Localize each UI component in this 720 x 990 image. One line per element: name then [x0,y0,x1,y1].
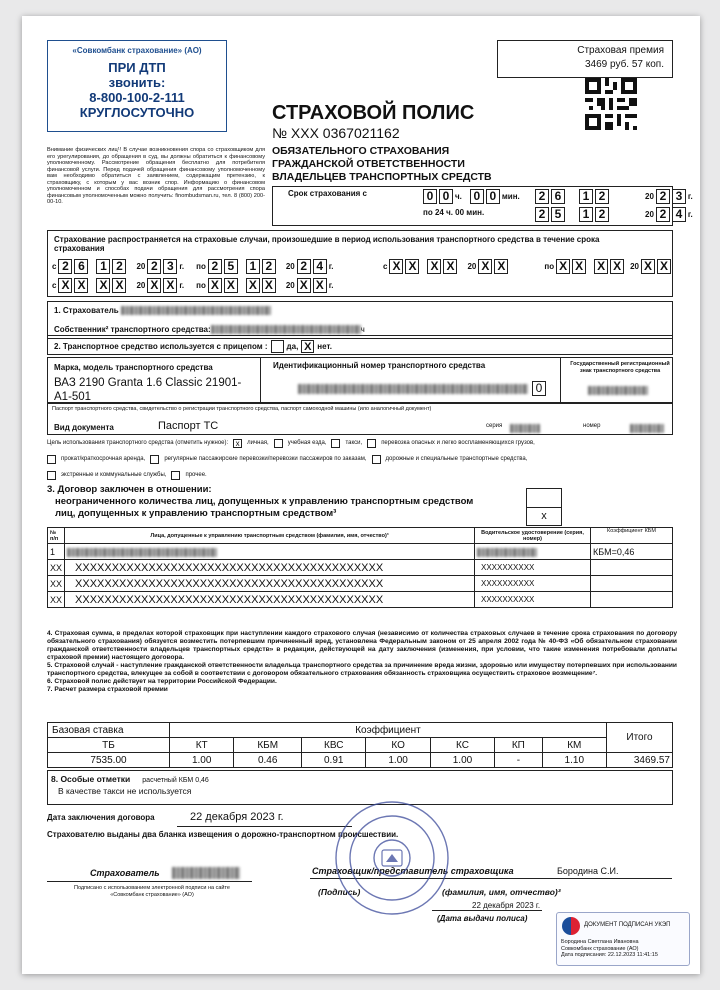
contract-date-label: Дата заключения договора [47,813,155,822]
table-row: XX XXXXXXXXXXXXXXXXXXXXXXXXXXXXXXXXXXXXXXXXXX XXXXXXXXXX [48,560,673,576]
esign-title: ДОКУМЕНТ ПОДПИСАН УКЭП [584,922,671,928]
e-sign-note: Подписано с использованием электронной подписи на сайте «Совкомбанк страхование» (АО) [74,885,230,898]
table-row: XX XXXXXXXXXXXXXXXXXXXXXXXXXXXXXXXXXXXXXXXXXX XXXXXXXXXX [48,592,673,608]
hotline-line2: звонить: [108,75,166,90]
insurer-rep-name: Бородина С.И. [557,866,619,876]
policy-subtitle-3: ВЛАДЕЛЬЦЕВ ТРАНСПОРТНЫХ СРЕДСТВ [272,171,492,183]
owner-row: Собственник² транспортного средства: ч [54,325,365,334]
vin-label: Идентификационный номер транспортного средства [273,361,486,370]
table-row: 1 КБМ=0,46 [48,544,673,560]
vin-value: 0 [298,380,546,398]
special-notes-label: 8. Особые отметки [51,774,131,784]
notice-text: Внимание физических лиц¹! В случае возникновения спора со страховщиком для его урегулирования, до обращения в суд, вы должны обратиться к финансовому уполномоченному. Рассмотрение обращения бесплатно для потребителя финансовой услуги. Перед подачей обращения финансовому уполномоченному вам необходимо обратиться с заявлением, содержащим претензию, к страховщику, с которым у вас возник спор. Информацию о финансовом уполномоченном и способах подачи обращения для рассмотрения спора финансовым уполномоченным можно получить: finombudsman.ru, тел. 8 (800) 200-00-10. [47,147,265,205]
qr-code [585,78,637,130]
special-notes-kbm: расчетный КБМ 0,46 [142,777,209,784]
vehicle-doc-type: Паспорт ТС [158,420,219,432]
term-end-date: 2 5 1 2 20 2 4 г. [535,207,693,222]
esign-logo-icon [562,917,580,935]
table-row: XX XXXXXXXXXXXXXXXXXXXXXXXXXXXXXXXXXXXXXXXXXX XXXXXXXXXX [48,576,673,592]
premium-value: 3469 руб. 57 коп. [584,59,664,70]
rate-base-label: Базовая ставка [48,723,170,738]
name-caption: (фамилия, имя, отчество)³ [442,887,561,897]
rate-values-row: 7535.00 1.00 0.46 0.91 1.00 1.00 - 1.10 3469.57 [48,753,673,768]
vehicle-doc-number-label: номер [583,423,601,429]
premium-label: Страховая премия [577,45,664,56]
vehicle-doc-caption: Паспорт транспортного средства, свидетельство о регистрации транспортного средства, паспорт самоходной машины (ило аналогичный документ) [52,406,432,412]
policy-subtitle-2: ГРАЖДАНСКОЙ ОТВЕТСТВЕННОСТИ [272,158,465,170]
rate-table: Базовая ставка Коэффициент Итого ТБ КТ КБМ КВС КО КС КП КМ 7535.00 1.00 0.46 0.91 1.00 1.00 - 1.10 3469.57 [47,722,673,768]
policy-sheet [22,16,700,974]
policy-subtitle-1: ОБЯЗАТЕЛЬНОГО СТРАХОВАНИЯ [272,145,450,157]
special-notes-text: В качестве такси не используется [58,786,192,796]
issue-date-caption: (Дата выдачи полиса) [437,914,528,923]
clause-6: 6. Страховой полис действует на территории Российской Федерации. [47,678,277,685]
vehicle-box [47,357,673,403]
company-stamp [332,798,452,918]
coverage-text: Страхование распространяется на страховые случаи, произошедшие в период использования транспортного средства в течение срока страхования [54,235,600,253]
vehicle-model-label: Марка, модель транспортного средства [54,363,213,372]
plate-value [588,382,648,400]
term-label: Срок страхования с [288,189,367,198]
purpose-personal-checkbox: x [233,439,242,448]
insured-sign-label: Страхователь [90,868,160,878]
vehicle-doc-label: Вид документа [54,423,114,432]
clause-7: 7. Расчет размера страховой премии [47,686,168,693]
trailer-row: 2. Транспортное средство используется с прицепом : да, X нет. [54,341,332,353]
term-start-time: 0 0 ч. 0 0 мин. [423,189,520,204]
coverage-period-1: с 2 6 1 2 20 2 3 г. по 2 5 1 2 20 2 4 г. [52,259,334,273]
trailer-box [47,335,673,355]
hotline-line4: КРУГЛОСУТОЧНО [79,105,195,120]
insured-row: 1. Страхователь [54,306,271,315]
coverage-period-2: с X X X X 20 X X по X X X X 20 X X [383,259,671,274]
coverage-period-3: с X X X X 20 X X г. по X X X X 20 X X г. [52,278,334,292]
signature-caption: (Подпись) [318,887,361,897]
hotline-phone: 8-800-100-2-111 [89,90,185,105]
contract-date: 22 декабря 2023 г. [190,811,284,823]
clause-5: 5. Страховой случай - наступление гражданской ответственности владельца транспортного средства за причинение вреда жизни, здоровью или имуществу потерпевших при использовании транспортного средства, влекущее за собой в соответствии с договором обязательного страхования обязанность страховщика осуществить страховое возмещение⁷. [47,662,677,677]
vehicle-model: ВАЗ 2190 Granta 1.6 Classic 21901-A1-501 [54,377,242,403]
plate-label: Государственный регистрационный знак транспортного средства [570,361,670,374]
drivers-col-license: Водительское удостоверение (серия, номер) [475,528,591,544]
term-end-label: по 24 ч. 00 мин. [423,208,485,217]
hotline-box [47,40,227,132]
policy-number: № XXX 0367021162 [272,125,400,141]
trailer-no-checkbox: X [301,340,314,353]
term-box [272,186,693,226]
insured-box [47,301,673,339]
clause-4: 4. Страховая сумма, в пределах которой страховщик при наступлении каждого страхового случая (независимо от количества страховых случаев в течение срока страхования по договору обязательного страхования) обязуется возместить потерпевшим причиненный вред, установлена Федеральным законом от 25 апреля 2002 года № 40-ФЗ «Об обязательном страховании гражданской ответственности владельцев транспортных средств» в редакции, действующей на дату заключения (изменения, при условии, что такие изменения потребовали доплаты страховой премии) настоящего договора. [47,630,677,661]
drivers-col-num: № п/п [48,528,65,544]
vehicle-doc-series [510,420,540,438]
rate-coef-label: Коэффициент [170,723,607,738]
esign-details: Бородина Светлана Ивановна Совкомбанк страхование (АО) Дата подписания: 22.12.2023 11:41:15 [561,939,658,958]
drivers-option-box [526,488,562,526]
vehicle-doc-number [630,420,664,438]
policy-title: СТРАХОВОЙ ПОЛИС [272,102,475,124]
term-start-date: 2 6 1 2 20 2 3 г. [535,189,693,204]
hotline-line1: ПРИ ДТП [108,60,166,75]
drivers-limited-checkbox: x [526,507,562,526]
clauses [47,630,677,694]
coverage-box [47,230,673,297]
insured-signature [172,864,240,882]
insurer-name: «Совкомбанк страхование» (АО) [72,46,202,55]
drivers-table [47,527,673,608]
forms-issued-text: Страхователю выданы два бланка извещения о дорожно-транспортном происшествии. [47,830,399,839]
vehicle-doc-series-label: серия [486,423,503,429]
purpose-section: Цель использования транспортного средства (отметить нужное): x личная, учебная езда, такси, перевозка опасных и легко воспламеняющихся грузов, прокат/краткосрочная аренда, регулярные пассажирские перевозки/перевозки пассажиров по заказам, дорожные и специальные транспортные средства, экстренные и коммунальные службы, прочее. [47,438,535,478]
drivers-col-name: Лица, допущенные к управлению транспортным средством (фамилия, имя, отчество)³ [65,528,475,544]
issue-date: 22 декабря 2023 г. [472,901,541,910]
insurer-rep-label: Страховщик/представитель страховщика [312,866,514,876]
premium-box [497,40,673,78]
rate-total-label: Итого [607,723,673,753]
drivers-col-kbm: Коэффициент КБМ [591,528,673,544]
vehicle-doc-box [47,403,673,435]
esign-box [556,912,690,966]
drivers-heading: 3. Договор заключен в отношении: неограниченного количества лиц, допущенных к управлению транспортным средством лиц, допущенных к управлению транспортным средством³ [47,484,474,519]
